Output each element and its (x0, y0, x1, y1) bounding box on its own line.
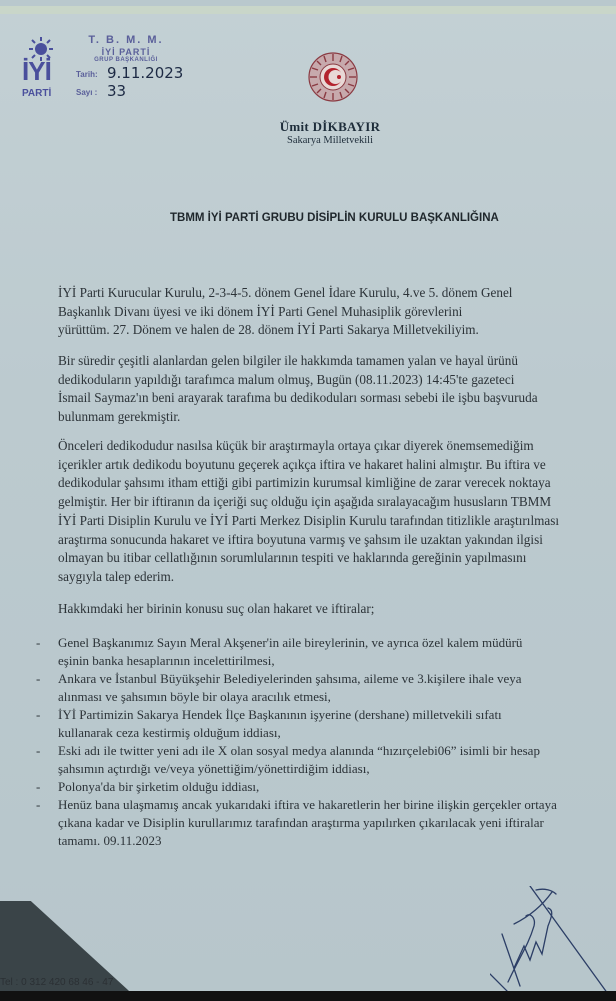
closing-line: tamamı. 09.11.2023 (58, 833, 162, 848)
stamp-date-value: 9.11.2023 (107, 64, 184, 82)
party-logo (22, 36, 58, 99)
paragraph-line: Önceleri dedikodudur nasılsa küçük bir araştırmayla ortaya çıkar diyerek önemsemediğim (58, 438, 534, 453)
list-item-line: Ankara ve İstanbul Büyükşehir Belediyelerinden şahsıma, aileme ve 3.kişilere ihale veya (58, 671, 522, 686)
paragraph-line: İsmail Saymaz'ın beni arayarak tarafıma bu dedikoduları sorması sebebi ile işbu başvuruda (58, 390, 538, 406)
paragraph-2 (58, 352, 616, 427)
registry-stamp (76, 34, 176, 63)
paragraph-line: İYİ Parti Disiplin Kurulu ve İYİ Parti Merkez Disiplin Kurulu tarafından titizlikle araştırılması (58, 512, 560, 528)
paragraph-line: Başkanlık Divanı üyesi ve iki dönem İYİ Parti Genel Muhasiplik görevlerini (58, 303, 463, 319)
paragraph-line: araştırma sonucunda hakaret ve iftira boyutuna varmış ve şahsım ile uzaktan yakından ilgisi (58, 531, 543, 547)
stamp-line-2: İYİ PARTİ (101, 47, 151, 57)
list-item-line: çıkana kadar ve Disiplin kurullarımız tarafından araştırma yapılırken çıkarılacak yeni iftiralar (58, 815, 544, 830)
stamp-number-label: Sayı : (76, 88, 98, 97)
list-item (36, 706, 616, 742)
list-item-line: Eski adı ile twitter yeni adı ile X olan sosyal medya alanında “hızırçelebi06” isimli bir hesap (58, 743, 540, 758)
list-item-line: eşinin banka hesaplarının incelettirilmesi, (58, 653, 275, 668)
footer-phone: Tel : 0 312 420 68 46 - 47 (0, 977, 114, 988)
stamp-line-1: T. B. M. M. (88, 34, 164, 46)
party-logo-sub: PARTİ (22, 88, 52, 99)
list-intro: Hakkımdaki her birinin konusu suç olan hakaret ve iftiralar; (58, 601, 375, 616)
list-item (36, 634, 616, 670)
paragraph-line: içerikler artık dedikodu boyutunu geçerek açıkça iftira ve hakaret halini almıştır. Bu iftira ve (58, 456, 546, 472)
list-item-line: alınması ve şahsımın böyle bir olaya aracılık etmesi, (58, 689, 331, 704)
stamp-number-value: 33 (107, 82, 127, 100)
list-item-line: İYİ Partimizin Sakarya Hendek İlçe Başkanının işyerine (dershane) milletvekili sıfatı (58, 707, 502, 722)
bullet-dash: - (36, 671, 41, 686)
list-item-line: Polonya'da bir şirketim olduğu iddiası, (58, 779, 260, 794)
paragraph-line: bulunmam gerekmiştir. (58, 409, 181, 425)
letter-page (0, 6, 616, 992)
list-item-line: kullanarak ceza kestirmiş olduğum iddiası, (58, 725, 281, 740)
mp-title: Sakarya Milletvekili (286, 135, 374, 146)
paragraph-3 (58, 437, 616, 587)
bullet-dash: - (36, 743, 41, 758)
list-item (36, 796, 616, 832)
bullet-dash: - (36, 797, 41, 812)
party-logo-mark: İYİ (22, 56, 51, 86)
paragraph-line: yürüttüm. 27. Dönem ve halen de 28. dönem İYİ Parti Sakarya Milletvekiliyim. (58, 322, 479, 338)
list-item (36, 670, 616, 706)
mp-name: Ümit DİKBAYIR (279, 119, 381, 134)
list-item-line: şahsımın açtırdığı ve/veya yönettiğim/yönettirdiğim iddiası, (58, 761, 370, 776)
top-edge (0, 6, 616, 14)
paragraph-line: dedikoduların yapıldığı tarafımca malum olmuş, Bugün (08.11.2023) 14:45'te gazeteci (58, 371, 515, 387)
paragraph-line: İYİ Parti Kurucular Kurulu, 2-3-4-5. dönem Genel İdare Kurulu, 4.ve 5. dönem Genel (58, 285, 513, 300)
list-item (36, 742, 616, 778)
tbmm-emblem-icon (308, 52, 358, 102)
document-title: TBMM İYİ PARTİ GRUBU DİSİPLİN KURULU BAŞKANLIĞINA (170, 212, 499, 224)
paragraph-line: olmayan bu itibar cellatlığının sorumlularının tespiti ve haklarında gereğinin yapılmasını (58, 550, 527, 566)
paragraph-line: saygıyla talep ederim. (58, 568, 175, 584)
paragraph-line: gelmiştir. Her bir iftiranın da içeriği suç olduğu için aşağıda sıralayacağım hususların TBMM (58, 494, 552, 510)
bullet-dash: - (36, 779, 41, 794)
stamp-line-3: GRUP BAŞKANLIĞI (94, 57, 158, 63)
handwritten-signature-icon (490, 886, 610, 998)
allegations-list (36, 634, 616, 850)
bullet-dash: - (36, 635, 41, 650)
bullet-dash: - (36, 707, 41, 722)
bottom-edge (0, 991, 616, 1001)
stamp-date-label: Tarih: (76, 70, 98, 79)
paragraph-line: dedikodular şahsımı itham ettiği gibi partimizin kurumsal kimliğine de zarar verecek noktaya (58, 475, 551, 491)
list-item-line: Genel Başkanımız Sayın Meral Akşener'in aile bireylerinin, ve ayrıca özel kalem müdürü (58, 635, 523, 650)
paragraph-line: Bir süredir çeşitli alanlardan gelen bilgiler ile hakkımda tamamen yalan ve hayal ürünü (58, 353, 518, 368)
list-item (36, 778, 616, 796)
paragraph-1 (58, 284, 616, 340)
list-item-line: Henüz bana ulaşmamış ancak yukarıdaki iftira ve hakaretlerin her birine ilişkin gerçekler ortaya (58, 797, 557, 812)
